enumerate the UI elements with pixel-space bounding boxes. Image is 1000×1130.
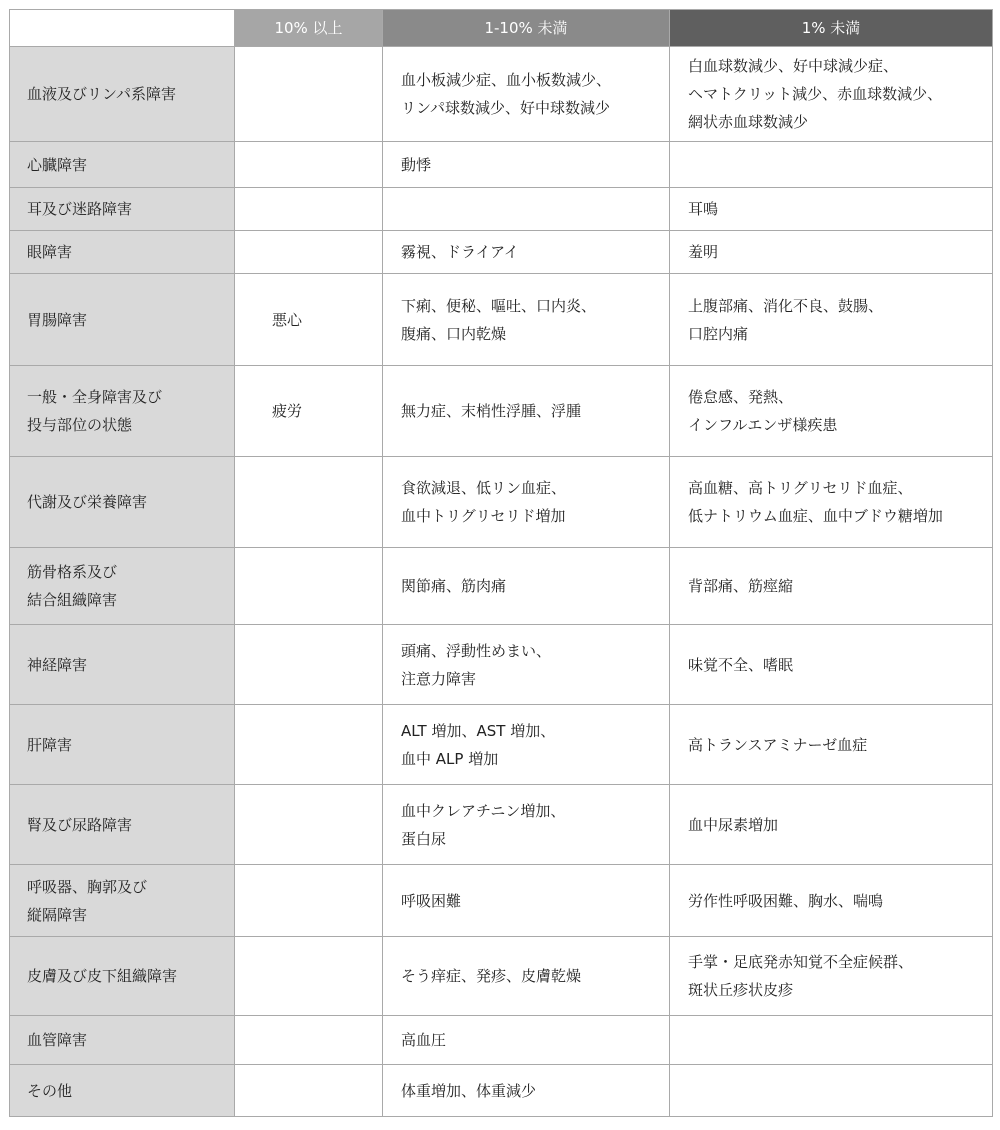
cell-text: 高血糖、高トリグリセリド血症、 低ナトリウム血症、血中ブドウ糖増加	[688, 479, 943, 525]
cell-text: 高トランスアミナーゼ血症	[688, 735, 868, 754]
row-category	[10, 1016, 235, 1065]
cell-text: 呼吸困難	[401, 891, 462, 910]
table-row	[10, 705, 993, 785]
cell-text: ALT 増加、AST 増加、 血中 ALP 増加	[401, 721, 556, 768]
cell-10pct-or-more	[235, 625, 383, 705]
cell-text: 味覚不全、嗜眠	[688, 655, 794, 674]
adverse-reactions-table	[9, 9, 993, 1117]
cell-text: 血中クレアチニン増加、 蛋白尿	[401, 801, 566, 848]
cell-10pct-or-more	[235, 231, 383, 274]
cell-under-1pct	[670, 705, 993, 785]
cell-10pct-or-more	[235, 548, 383, 625]
cell-text: 倦怠感、発熱、 インフルエンザ様疾患	[688, 388, 838, 434]
header-category	[10, 10, 235, 47]
cell-under-1pct	[670, 142, 993, 188]
cell-under-1pct	[670, 865, 993, 937]
cell-text: 血小板減少症、血小板数減少、 リンパ球数減少、好中球数減少	[401, 71, 612, 117]
row-category-text: 胃腸障害	[27, 310, 88, 329]
cell-under-1pct	[670, 47, 993, 142]
cell-under-1pct	[670, 274, 993, 366]
cell-1-10pct	[383, 274, 670, 366]
cell-1-10pct	[383, 705, 670, 785]
header-row	[10, 10, 993, 47]
row-category	[10, 142, 235, 188]
cell-1-10pct	[383, 1016, 670, 1065]
cell-10pct-or-more	[235, 366, 383, 457]
row-category	[10, 705, 235, 785]
cell-text: 頭痛、浮動性めまい、 注意力障害	[401, 641, 552, 688]
cell-under-1pct	[670, 1016, 993, 1065]
header-10pct-or-more: 10% 以上	[235, 10, 383, 47]
cell-10pct-or-more	[235, 142, 383, 188]
cell-1-10pct	[383, 625, 670, 705]
row-category-text: 代謝及び栄養障害	[27, 493, 148, 511]
cell-text: 労作性呼吸困難、胸水、喘鳴	[688, 891, 884, 910]
header-under-1pct: 1% 未満	[670, 10, 993, 47]
table-row	[10, 785, 993, 865]
cell-text: 血中尿素増加	[688, 815, 779, 834]
cell-text: 下痢、便秘、嘔吐、口内炎、 腹痛、口内乾燥	[401, 296, 597, 343]
cell-1-10pct	[383, 188, 670, 231]
cell-text: 上腹部痛、消化不良、鼓腸、 口腔内痛	[688, 296, 884, 343]
cell-1-10pct	[383, 47, 670, 142]
table-header	[10, 10, 993, 47]
row-category	[10, 47, 235, 142]
row-category-text: 腎及び尿路障害	[27, 815, 133, 834]
cell-under-1pct	[670, 625, 993, 705]
row-category-text: 筋骨格系及び 結合組織障害	[27, 563, 118, 609]
cell-text: 体重増加、体重減少	[401, 1081, 537, 1100]
cell-10pct-or-more	[235, 1016, 383, 1065]
cell-under-1pct	[670, 366, 993, 457]
header-1-10pct: 1-10% 未満	[383, 10, 670, 47]
row-category	[10, 366, 235, 457]
table-row	[10, 274, 993, 366]
cell-10pct-or-more	[235, 705, 383, 785]
table-row	[10, 47, 993, 142]
cell-1-10pct	[383, 865, 670, 937]
cell-10pct-or-more	[235, 47, 383, 142]
row-category-text: 呼吸器、胸郭及び 縦隔障害	[27, 877, 148, 924]
table-row	[10, 231, 993, 274]
row-category-text: 耳及び迷路障害	[27, 200, 133, 218]
cell-under-1pct	[670, 188, 993, 231]
table-row	[10, 937, 993, 1016]
cell-1-10pct	[383, 548, 670, 625]
row-category	[10, 865, 235, 937]
cell-text: 悪心	[272, 310, 303, 329]
cell-10pct-or-more	[235, 1065, 383, 1117]
cell-1-10pct	[383, 142, 670, 188]
cell-under-1pct	[670, 785, 993, 865]
cell-1-10pct	[383, 1065, 670, 1117]
row-category	[10, 785, 235, 865]
cell-under-1pct	[670, 1065, 993, 1117]
row-category-text: 血液及びリンパ系障害	[27, 85, 176, 103]
row-category-text: 心臓障害	[27, 155, 88, 174]
row-category	[10, 1065, 235, 1117]
table-row	[10, 142, 993, 188]
row-category-text: 血管障害	[27, 1031, 88, 1049]
cell-1-10pct	[383, 366, 670, 457]
cell-10pct-or-more	[235, 274, 383, 366]
table-row	[10, 1065, 993, 1117]
row-category-text: その他	[27, 1081, 73, 1100]
row-category	[10, 625, 235, 705]
table-row	[10, 188, 993, 231]
cell-text: 高血圧	[401, 1031, 447, 1049]
row-category-text: 一般・全身障害及び 投与部位の状態	[27, 388, 163, 434]
row-category	[10, 548, 235, 625]
cell-text: 羞明	[688, 243, 719, 261]
table-body	[10, 47, 993, 1117]
cell-10pct-or-more	[235, 188, 383, 231]
table-row	[10, 457, 993, 548]
cell-text: 背部痛、筋痙縮	[688, 577, 794, 595]
cell-text: 食欲減退、低リン血症、 血中トリグリセリド増加	[401, 479, 567, 525]
row-category	[10, 274, 235, 366]
cell-1-10pct	[383, 231, 670, 274]
cell-text: 疲労	[272, 402, 303, 420]
row-category-text: 眼障害	[27, 243, 73, 261]
table-row	[10, 366, 993, 457]
table-row	[10, 625, 993, 705]
row-category-text: 皮膚及び皮下組織障害	[27, 967, 178, 985]
cell-text: 霧視、ドライアイ	[401, 243, 519, 261]
table-row	[10, 1016, 993, 1065]
cell-text: 関節痛、筋肉痛	[401, 577, 507, 595]
row-category	[10, 937, 235, 1016]
cell-under-1pct	[670, 457, 993, 548]
row-category	[10, 457, 235, 548]
cell-text: 無力症、末梢性浮腫、浮腫	[401, 402, 582, 420]
cell-1-10pct	[383, 937, 670, 1016]
cell-10pct-or-more	[235, 457, 383, 548]
cell-under-1pct	[670, 548, 993, 625]
cell-10pct-or-more	[235, 865, 383, 937]
table-row	[10, 865, 993, 937]
row-category	[10, 231, 235, 274]
row-category	[10, 188, 235, 231]
row-category-text: 肝障害	[27, 735, 73, 754]
cell-under-1pct	[670, 937, 993, 1016]
cell-under-1pct	[670, 231, 993, 274]
table-row	[10, 548, 993, 625]
cell-10pct-or-more	[235, 937, 383, 1016]
cell-text: 手掌・足底発赤知覚不全症候群、 斑状丘疹状皮疹	[688, 953, 914, 999]
cell-text: 白血球数減少、好中球減少症、 ヘマトクリット減少、赤血球数減少、 網状赤血球数減少	[688, 57, 943, 131]
cell-text: 動悸	[401, 155, 432, 174]
cell-text: そう痒症、発疹、皮膚乾燥	[401, 967, 582, 985]
cell-10pct-or-more	[235, 785, 383, 865]
cell-1-10pct	[383, 457, 670, 548]
cell-text: 耳鳴	[688, 200, 719, 218]
row-category-text: 神経障害	[27, 655, 88, 674]
cell-1-10pct	[383, 785, 670, 865]
